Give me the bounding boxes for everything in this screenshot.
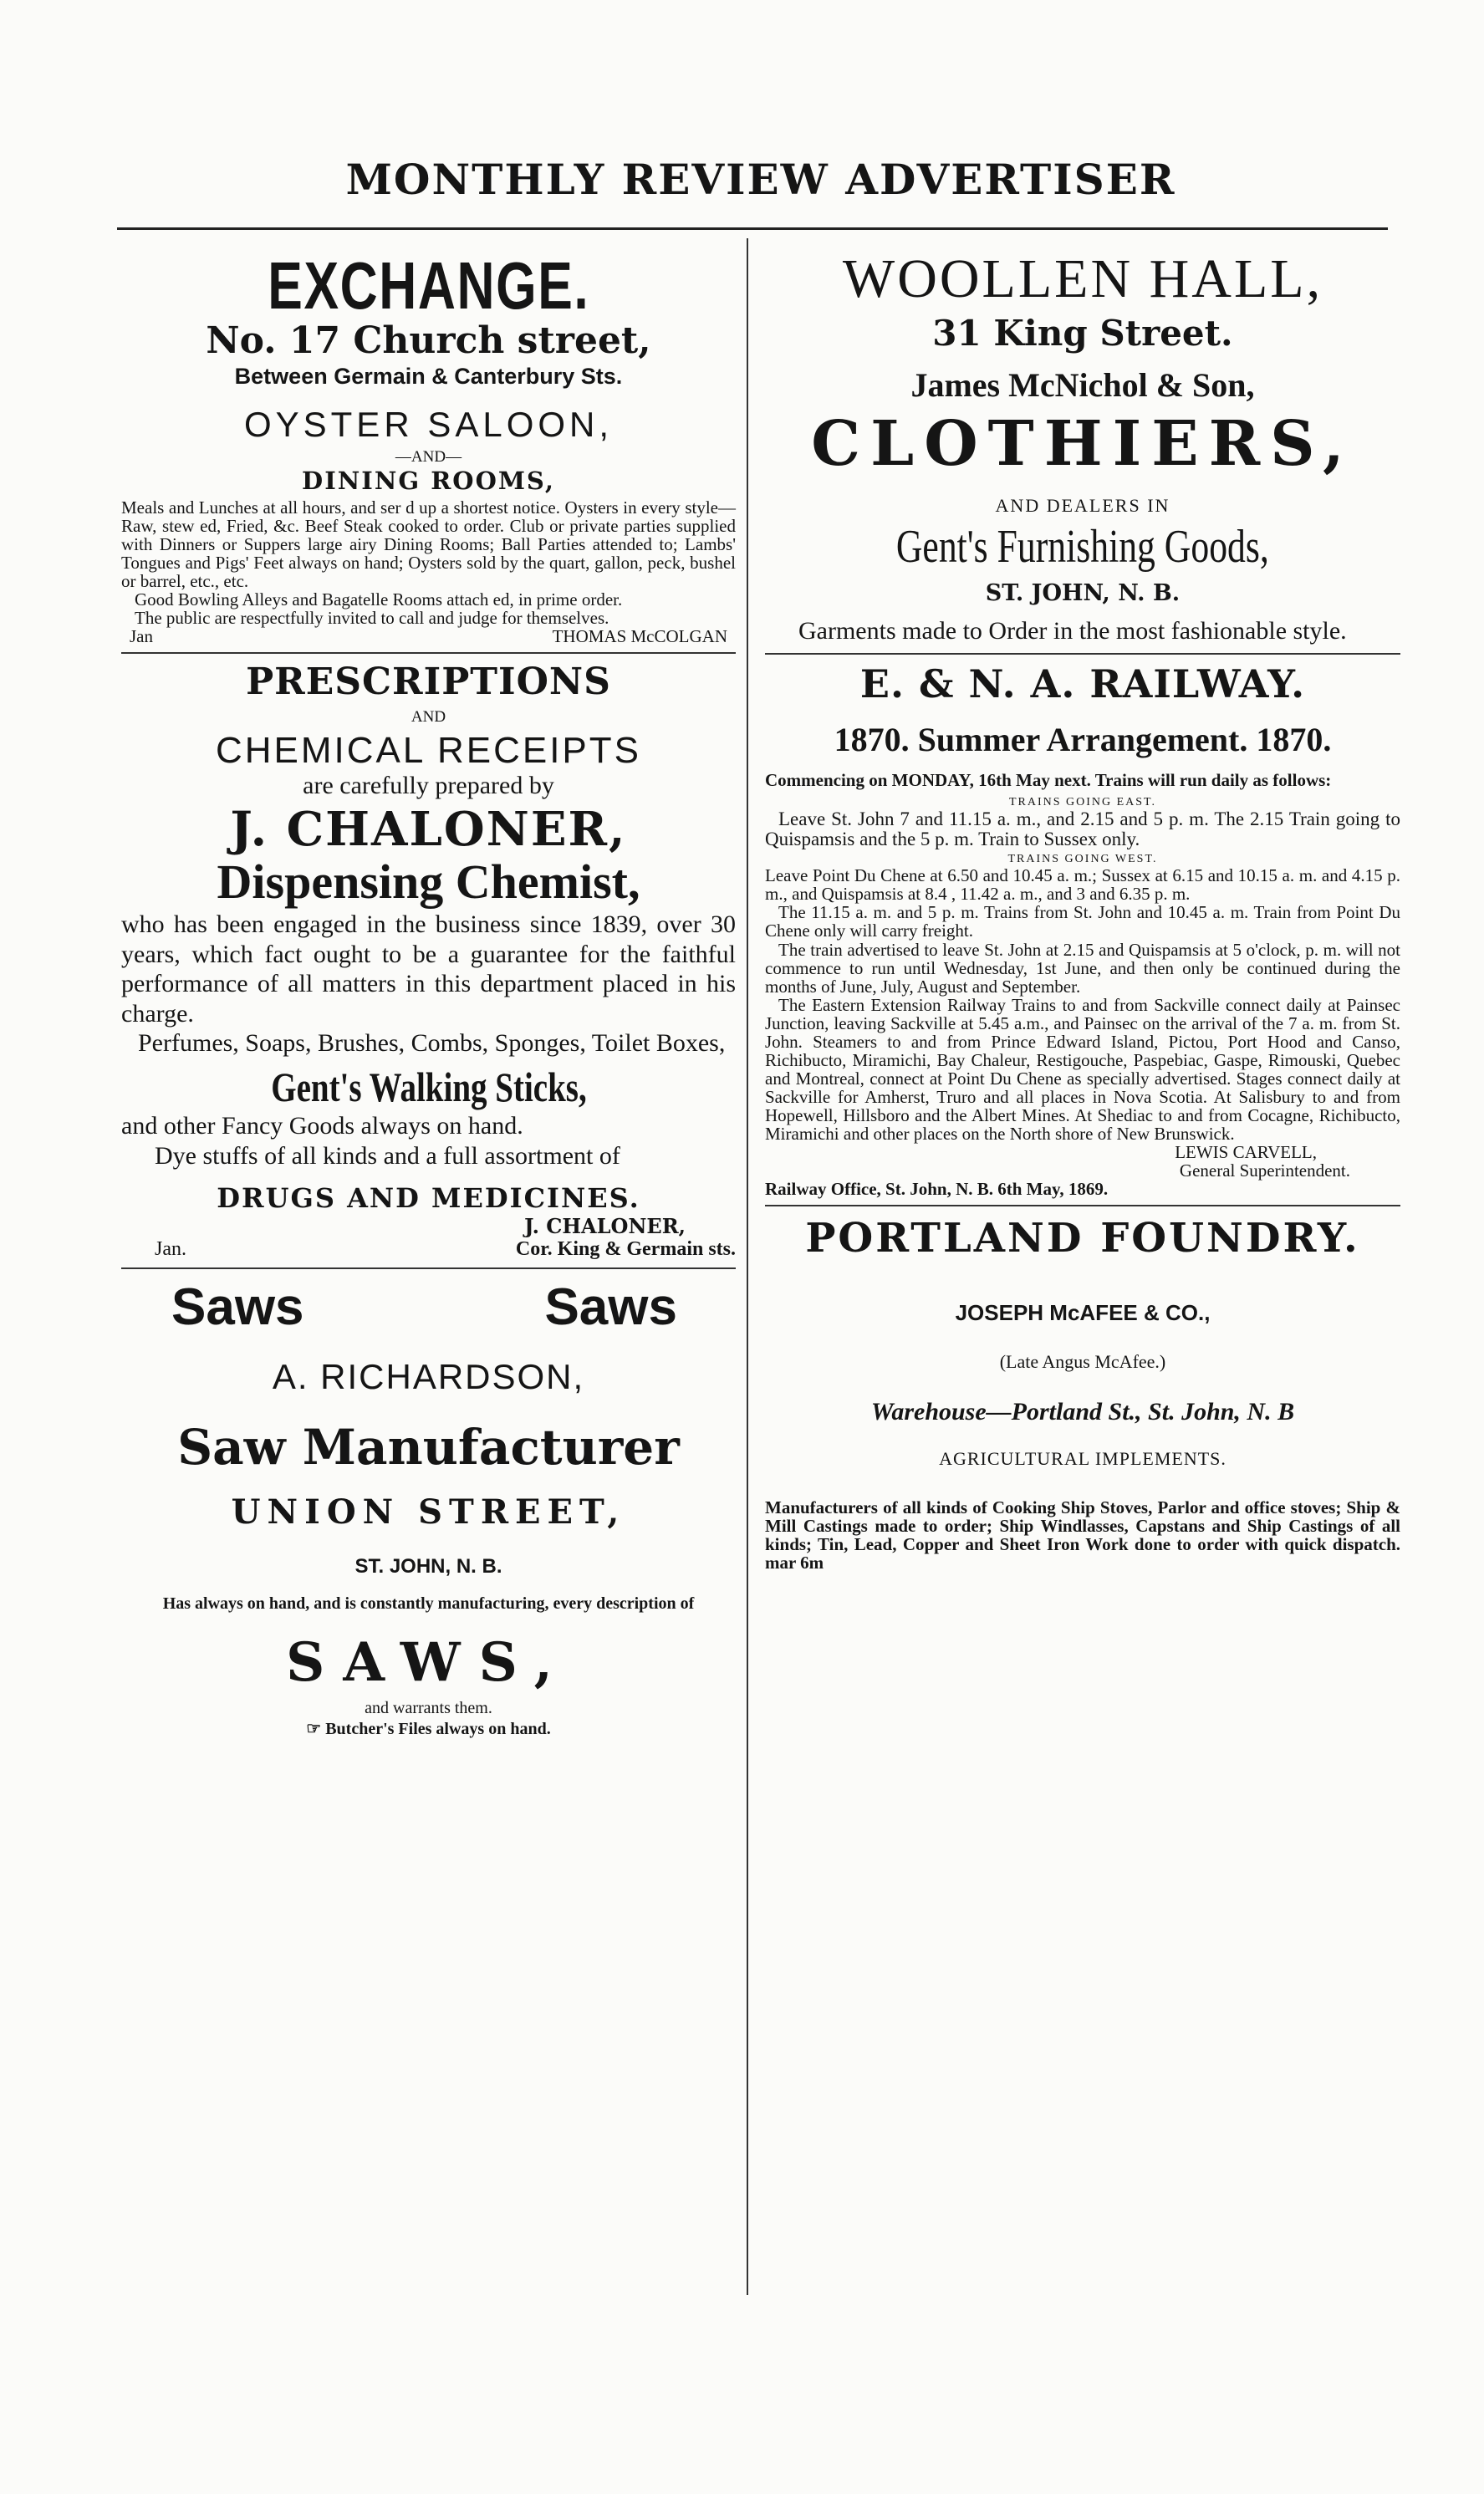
- oyster-saloon: OYSTER SALOON,: [243, 405, 614, 444]
- masthead-title: MONTHLY REVIEW ADVERTISER: [345, 155, 1176, 204]
- saws-city: ST. JOHN, N. B.: [354, 1555, 502, 1579]
- exchange-proprietor: THOMAS McCOLGAN: [552, 626, 727, 647]
- walking-sticks: Gent's Walking Sticks,: [270, 1063, 587, 1111]
- saws-warrants: and warrants them.: [365, 1699, 492, 1718]
- foundry-body: Manufacturers of all kinds of Cooking Ship Stoves, Parlor and office stoves; Ship & Mill Castings made to order; Ship Windlasses, Capstans and Ship Castings of all kinds; Tin, Lead, Copper and Sheet Iron Work done to order with quick dispatch. mar 6m: [765, 1497, 1400, 1573]
- chaloner-corner: Cor. King & Germain sts.: [515, 1238, 736, 1261]
- railway-sign: LEWIS CARVELL,: [1175, 1142, 1317, 1163]
- saws-ad: [121, 1278, 736, 1739]
- railway-ad: [765, 661, 1400, 1198]
- saw-manufacturer: Saw Manufacturer: [177, 1419, 680, 1477]
- separator: [121, 652, 736, 654]
- woollen-city: ST. JOHN, N. B.: [985, 580, 1181, 606]
- chaloner-ad: [121, 660, 736, 1261]
- foundry-title: PORTLAND FOUNDRY.: [805, 1215, 1360, 1262]
- saws-files: ☞ Butcher's Files always on hand.: [306, 1720, 551, 1739]
- exchange-ad: [121, 247, 736, 645]
- chemical-receipts: CHEMICAL RECEIPTS: [215, 730, 641, 772]
- separator: [765, 653, 1400, 655]
- dealers-in: AND DEALERS IN: [995, 495, 1170, 516]
- chaloner-fancy: and other Fancy Goods always on hand.: [121, 1112, 523, 1140]
- railway-sign-title: General Superintendent.: [1179, 1160, 1350, 1181]
- woollen-firm: James McNichol & Son,: [910, 366, 1255, 404]
- chaloner-dye: Dye stuffs of all kinds and a full assortment of: [155, 1141, 620, 1170]
- railway-advertised: The train advertised to leave St. John at 2.15 and Quispamsis at 5 o'clock, p. m. will not commence to run until Wednesday, 1st June, and then only be continued during the months of June, July, August and September.: [765, 939, 1400, 997]
- west-schedule: Leave Point Du Chene at 6.50 and 10.45 a. m.; Sussex at 6.15 and 10.15 a. m. and 4.15 p. m., and Quispamsis at 8.4 , 11.42 a. m., and 3 and 6.35 p. m.: [765, 865, 1400, 905]
- dispensing-chemist: Dispensing Chemist,: [217, 854, 640, 910]
- separator: [121, 1267, 736, 1269]
- west-heading: TRAINS GOING WEST.: [1007, 853, 1158, 866]
- portland-foundry-ad: [765, 1215, 1400, 1572]
- railway-office: Railway Office, St. John, N. B. 6th May, 1869.: [765, 1179, 1109, 1200]
- railway-title: E. & N. A. RAILWAY.: [859, 661, 1306, 706]
- east-schedule: Leave St. John 7 and 11.15 a. m., and 2.15 and 5 p. m. The 2.15 Train going to Quispamsis and the 5 p. m. Train to Sussex only.: [765, 808, 1400, 850]
- top-rule: [117, 227, 1388, 230]
- saws-heading-right: Saws: [544, 1278, 677, 1337]
- railway-freight: The 11.15 a. m. and 5 p. m. Trains from St. John and 10.45 a. m. Train from Point Du Chene only will carry freight.: [765, 902, 1400, 941]
- clothiers-heading: CLOTHIERS,: [811, 408, 1354, 480]
- east-heading: TRAINS GOING EAST.: [1008, 796, 1157, 809]
- exchange-invite: The public are respectfully invited to call and judge for themselves.: [135, 608, 609, 629]
- foundry-warehouse: Warehouse—Portland St., St. John, N. B: [870, 1398, 1295, 1426]
- exchange-body: Meals and Lunches at all hours, and ser d up a shortest notice. Oysters in every style—Raw, stew ed, Fried, &c. Beef Steak cooked to order. Club or private parties supplied with Dinners or Suppers large airy Dining Rooms; Ball Parties attended to; Lambs' Tongues and Pigs' Feet always on hand; Oysters sold by the quart, gallon, peck, bushel or barrel, etc., etc.: [121, 497, 736, 592]
- foundry-firm: JOSEPH McAFEE & CO.,: [955, 1300, 1211, 1326]
- prescriptions-heading: PRESCRIPTIONS: [246, 660, 611, 704]
- saws-heading-left: Saws: [171, 1278, 304, 1337]
- woollen-hall-ad: [765, 247, 1400, 646]
- railway-intro: Commencing on MONDAY, 16th May next. Trains will run daily as follows:: [765, 770, 1332, 790]
- chaloner-and: AND: [411, 708, 446, 727]
- separator: [765, 1205, 1400, 1206]
- exchange-address: No. 17 Church street,: [206, 319, 651, 362]
- exchange-date: Jan: [130, 626, 153, 647]
- chaloner-sign: J. CHALONER,: [524, 1214, 686, 1239]
- woollen-body: Garments made to Order in the most fashionable style.: [798, 617, 1347, 645]
- chaloner-date: Jan.: [155, 1238, 186, 1261]
- railway-eastern: The Eastern Extension Railway Trains to and from Sackville connect daily at Painsec Junction, leaving Sackville at 5.45 a.m., and Painsec on the arrival of the 7 a. m. from St. John. Steamers to and from Prince Edward Island, Pictou, Port Hood and Canso, Richibucto, Miramichi, Bay Chaleur, Restigouche, Paspebiac, Gaspe, Rimouski, Quebec and Montreal, connect at Point Du Chene as specially advertised. Stages connect daily at Sackville for Amherst, Truro and all places in Nova Scotia. At Salisbury to and from Hopewell, Hillsboro and the Albert Mines. At Shediac to and from Cocagne, Richibucto, Miramichi and other places on the North shore of New Brunswick.: [765, 994, 1400, 1144]
- woollen-address: 31 King Street.: [932, 313, 1233, 354]
- left-column: [121, 242, 736, 1739]
- right-column: [765, 242, 1400, 1572]
- chaloner-perfumes: Perfumes, Soaps, Brushes, Combs, Sponges, Toilet Boxes,: [138, 1028, 726, 1057]
- chaloner-name: J. CHALONER,: [230, 802, 627, 858]
- dining-rooms: DINING ROOMS,: [302, 467, 555, 495]
- foundry-late: (Late Angus McAfee.): [999, 1351, 1166, 1373]
- richardson-name: A. RICHARDSON,: [272, 1357, 585, 1397]
- drugs-medicines: DRUGS AND MEDICINES.: [217, 1182, 640, 1215]
- prepared-by: are carefully prepared by: [303, 772, 554, 800]
- railway-arrangement: 1870. Summer Arrangement. 1870.: [834, 721, 1332, 758]
- chaloner-body: who has been engaged in the business since 1839, over 30 years, which fact ought to be a guarantee for the faithful performance of all matters in this department placed in his charge.: [121, 910, 736, 1028]
- foundry-implements: AGRICULTURAL IMPLEMENTS.: [939, 1448, 1226, 1470]
- exchange-between: Between Germain & Canterbury Sts.: [234, 364, 623, 389]
- exchange-and: —AND—: [395, 448, 462, 466]
- union-street: UNION STREET,: [231, 1492, 626, 1533]
- saws-big: SAWS,: [286, 1631, 571, 1695]
- furnishing-goods: Gent's Furnishing Goods,: [896, 521, 1269, 573]
- woollen-title: WOOLLEN HALL,: [842, 248, 1323, 309]
- exchange-title: EXCHANGE.: [267, 248, 590, 323]
- saws-body: Has always on hand, and is constantly manufacturing, every description of: [162, 1594, 695, 1614]
- column-divider: [747, 238, 748, 2295]
- exchange-bowling: Good Bowling Alleys and Bagatelle Rooms attach ed, in prime order.: [135, 589, 623, 610]
